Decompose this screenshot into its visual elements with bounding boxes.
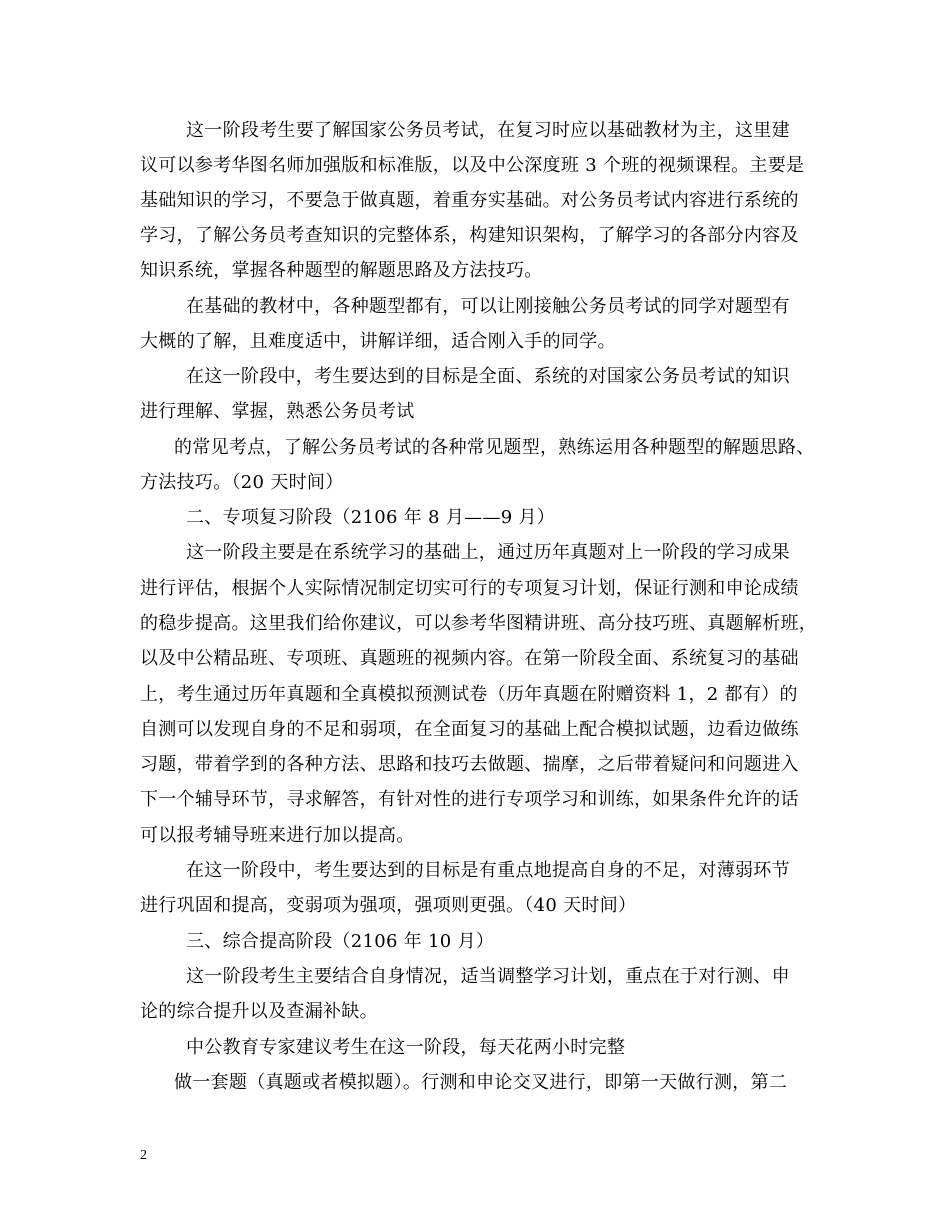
text-line: 基础知识的学习，不要急于做真题，着重夯实基础。对公务员考试内容进行系统的 <box>140 190 799 211</box>
text-line: 这一阶段主要是在系统学习的基础上，通过历年真题对上一阶段的学习成果 <box>186 542 790 563</box>
text-line: 大概的了解，且难度适中，讲解详细，适合刚入手的同学。 <box>140 331 616 352</box>
text-line: 进行理解、掌握，熟悉公务员考试 <box>140 401 415 422</box>
text-line: 进行评估，根据个人实际情况制定切实可行的专项复习计划，保证行测和申论成绩 <box>140 578 799 599</box>
text-line: 的稳步提高。这里我们给你建议，可以参考华图精讲班、高分技巧班、真题解析班， <box>140 613 818 634</box>
text-line: 上，考生通过历年真题和全真模拟预测试卷（历年真题在附赠资料 1，2 都有）的 <box>140 684 798 705</box>
text-line: 下一个辅导环节，寻求解答，有针对性的进行专项学习和训练，如果条件允许的话 <box>140 789 799 810</box>
text-line: 进行巩固和提高，变弱项为强项，强项则更强。（40 天时间） <box>140 895 637 916</box>
text-line: 这一阶段考生主要结合自身情况，适当调整学习计划，重点在于对行测、申 <box>186 966 790 987</box>
text-line: 的常见考点，了解公务员考试的各种常见题型，熟练运用各种题型的解题思路、 <box>174 437 815 458</box>
text-line: 以及中公精品班、专项班、真题班的视频内容。在第一阶段全面、系统复习的基础 <box>140 648 799 669</box>
text-line: 方法技巧。（20 天时间） <box>140 472 344 493</box>
text-line: 习题，带着学到的各种方法、思路和技巧去做题、揣摩，之后带着疑问和问题进入 <box>140 754 799 775</box>
text-line: 在基础的教材中，各种题型都有，可以让刚接触公务员考试的同学对题型有 <box>186 296 790 317</box>
text-line: 在这一阶段中，考生要达到的目标是全面、系统的对国家公务员考试的知识 <box>186 366 790 387</box>
text-line: 在这一阶段中，考生要达到的目标是有重点地提高自身的不足，对薄弱环节 <box>186 860 790 881</box>
text-line: 这一阶段考生要了解国家公务员考试，在复习时应以基础教材为主，这里建 <box>186 120 790 141</box>
text-line: 自测可以发现自身的不足和弱项，在全面复习的基础上配合模拟试题，边看边做练 <box>140 719 799 740</box>
text-line: 可以报考辅导班来进行加以提高。 <box>140 825 415 846</box>
text-line: 论的综合提升以及查漏补缺。 <box>140 1001 378 1022</box>
text-line: 学习，了解公务员考查知识的完整体系，构建知识架构，了解学习的各部分内容及 <box>140 225 799 246</box>
text-line: 议可以参考华图名师加强版和标准版，以及中公深度班 3 个班的视频课程。主要是 <box>140 155 805 176</box>
text-line: 做一套题（真题或者模拟题）。行测和申论交叉进行，即第一天做行测，第二 <box>174 1072 788 1093</box>
page-number: 2 <box>140 1148 147 1163</box>
section-heading: 二、专项复习阶段（2106 年 8 月——9 月） <box>186 507 556 528</box>
text-line: 中公教育专家建议考生在这一阶段，每天花两小时完整 <box>186 1037 626 1058</box>
text-line: 知识系统，掌握各种题型的解题思路及方法技巧。 <box>140 260 543 281</box>
section-heading: 三、综合提高阶段（2106 年 10 月） <box>186 931 495 952</box>
